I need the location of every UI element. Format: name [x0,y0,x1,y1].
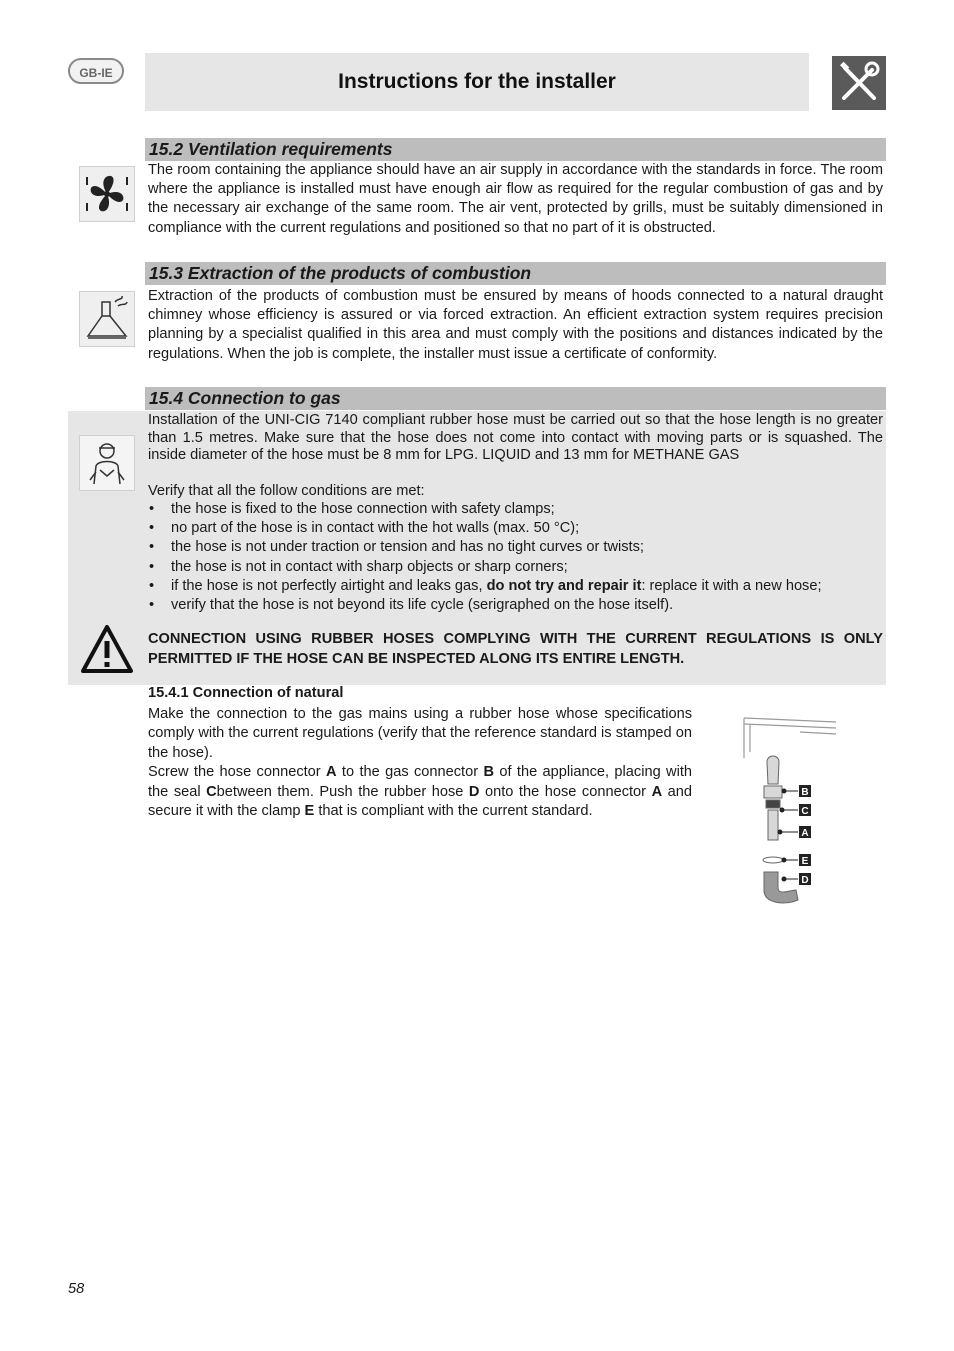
region-badge: GB-IE [68,58,124,84]
diagram-label-c: C [801,806,809,817]
text-run: and secure it with the clamp [148,783,692,820]
list-item: • the hose is fixed to the hose connection with safety clamps; [148,500,883,519]
hose-connection-diagram [740,710,840,910]
label-e: E [304,803,315,820]
text-run: that is compliant with the current standard. [314,803,593,820]
page-number: 58 [68,1281,85,1297]
bullet-text: : replace it with a new hose; [641,577,822,594]
subsection-heading-natural: 15.4.1 Connection of natural [148,685,344,701]
warning-text: CONNECTION USING RUBBER HOSES COMPLYING WITH THE CURRENT REGULATIONS IS ONLY PERMITTED IF THE HOSE CAN BE INSPECTED ALONG ITS ENTIRE LENGTH. [148,631,883,667]
hood-icon [79,291,135,347]
header-bar [145,53,809,111]
section-heading-ventilation: 15.2 Ventilation requirements [145,138,886,161]
text-run: onto the hose connector [479,783,652,800]
fan-icon [79,166,135,222]
label-a: A [326,764,337,781]
list-item [148,577,883,596]
list-item: • the hose is not in contact with sharp objects or sharp corners; [148,558,883,577]
warning-triangle-icon [79,621,135,677]
ventilation-text: The room containing the appliance should have an air supply in accordance with the standards in force. The room where the appliance is installed must have enough air flow as required for the regular combustion of gas and by the necessary air exchange of the same room. The air vent, protected by grills, must be suitably dimensioned in compliance with the current regulations and positioned so that no part of it is obstructed. [148,162,883,236]
label-c: C [206,783,217,800]
extraction-text: Extraction of the products of combustion must be ensured by means of hoods connected to a natural draught chimney whose efficiency is assured or via forced extraction. An efficient extraction system requires precision planning by a specialist qualified in this area and must comply with the positions and distances indicated by the regulations. When the job is complete, the installer must issue a certificate of conformity. [148,288,883,362]
label-a: A [651,783,663,800]
section-heading-gas: 15.4 Connection to gas [145,387,886,410]
list-item: • verify that the hose is not beyond its life cycle (serigraphed on the hose itself). [148,596,883,615]
text-run: of the appliance, placing with the seal [148,764,692,800]
wrench-screwdriver-icon [832,56,886,110]
text-run: between them. Push the rubber hose [216,783,469,800]
diagram-label-e: E [801,856,809,867]
diagram-label-b: B [801,787,809,798]
diagram-label-d: D [801,875,809,886]
label-b: B [483,764,494,781]
bullet-bold-text: do not try and repair it [486,577,642,594]
gas-verify-text: Verify that all the follow conditions are met: [148,483,425,499]
natural-paragraph-2 [148,763,692,821]
bullet-text: if the hose is not perfectly airtight and leaks gas, [171,577,487,594]
list-item: • the hose is not under traction or tension and has no tight curves or twists; [148,538,883,557]
gas-intro-text: Installation of the UNI-CIG 7140 compliant rubber hose must be carried out so that the hose length is no greater than 1.5 metres. Make sure that the hose does not come into contact with moving parts or is squashed. The inside diameter of the hose must be 8 mm for LPG. LIQUID and 13 mm for METHANE GAS [148,412,883,464]
text-run: to the gas connector [336,764,484,781]
list-item: • no part of the hose is in contact with the hot walls (max. 50 °C); [148,519,883,538]
gas-conditions-list [148,500,883,615]
natural-paragraph-1: Make the connection to the gas mains using a rubber hose whose specifications comply with the current regulations (verify that the reference standard is stamped on the hose). [148,706,692,761]
section-heading-extraction: 15.3 Extraction of the products of combustion [145,262,886,285]
page-title: Instructions for the installer [338,70,616,93]
natural-connection-text [148,705,692,821]
technician-icon [79,435,135,491]
diagram-label-a: A [801,828,809,839]
text-run: Screw the hose connector [148,764,327,781]
label-d: D [468,783,480,800]
